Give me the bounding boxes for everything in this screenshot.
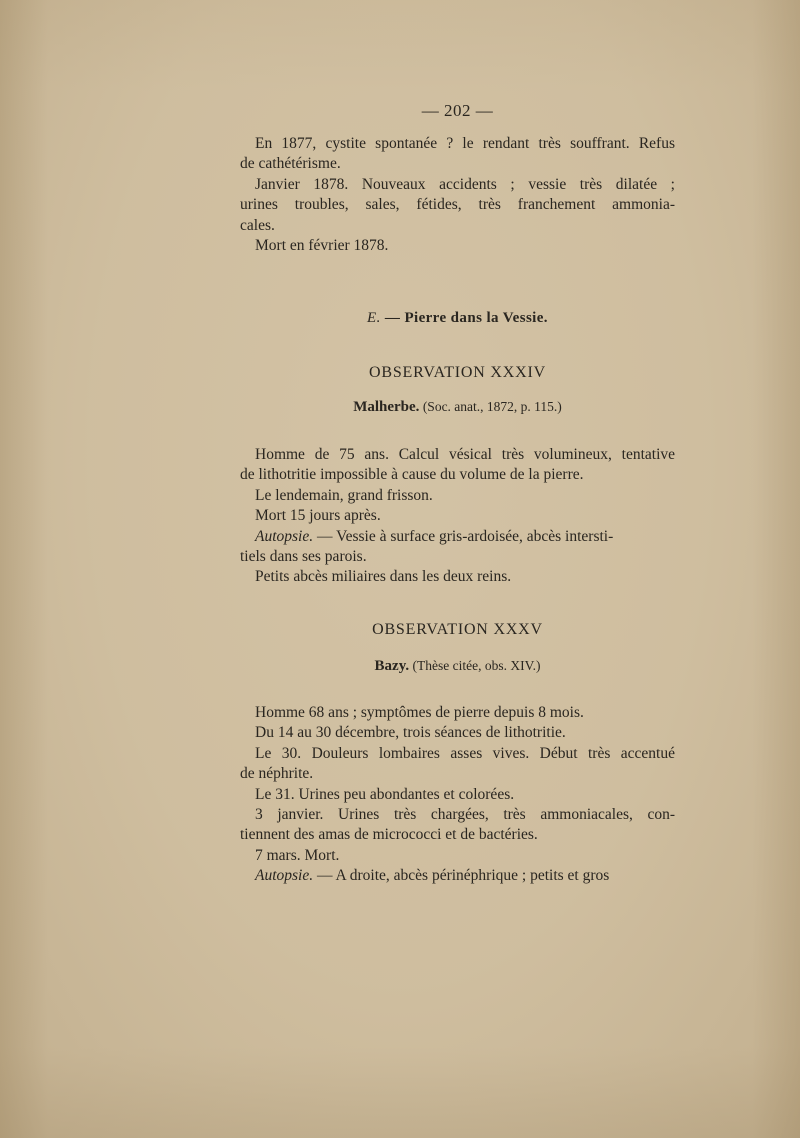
text-line: Le 31. Urines peu abondantes et colorées. [255,785,515,803]
intro-text [240,134,675,256]
author: Bazy. [374,658,410,674]
text-line: Homme 68 ans ; symptômes de pierre depuis 8 mois. [255,704,584,721]
text-line: En 1877, cystite spontanée ? le rendant très souffrant. Refus [255,135,675,152]
observation-body [240,445,675,588]
text-line: Le 30. Douleurs lombaires asses vives. Début très accentué [255,744,675,762]
observation-reference [240,658,675,675]
observation-title: OBSERVATION XXXV [372,621,543,638]
text-line: Le lendemain, grand frisson. [255,486,433,504]
observation-title: OBSERVATION XXXIV [369,364,546,381]
text-line: Homme de 75 ans. Calcul vésical très volumineux, tentative [255,446,675,463]
section-heading [240,310,675,327]
text-line: cales. [240,216,275,234]
text-line: Mort en février 1878. [255,236,389,254]
text-line: 7 mars. Mort. [255,846,340,864]
dash: — [313,527,337,545]
page-number: — 202 — [421,101,494,120]
autopsie-label: Autopsie. [255,527,314,545]
section-title: — Pierre dans la Vessie. [384,310,548,326]
text-line: Janvier 1878. Nouveaux accidents ; vessie très dilatée ; [255,175,675,193]
observation-reference [240,399,675,416]
reference: (Soc. anat., 1872, p. 115.) [422,399,562,414]
text-line: tiels dans ses parois. [240,547,367,565]
text-line: Du 14 au 30 décembre, trois séances de lithotritie. [255,724,566,742]
autopsie-text: Vessie à surface gris-ardoisée, abcès intersti- [336,527,614,545]
observation-body [240,703,675,887]
text-line: de lithotritie impossible à cause du volume de la pierre. [240,466,584,484]
autopsie-text: A droite, abcès périnéphrique ; petits et gros [335,867,610,885]
text-line [240,527,675,547]
text-line: de néphrite. [240,765,314,783]
reference: (Thèse citée, obs. XIV.) [412,658,541,673]
text-line: Petits abcès miliaires dans les deux reins. [255,568,512,586]
text-line: Mort 15 jours après. [255,507,381,525]
text-line: urines troubles, sales, fétides, très franchement ammonia- [240,196,675,214]
autopsie-label: Autopsie. [255,867,314,885]
text-line: 3 janvier. Urines très chargées, très ammoniacales, con- [255,805,675,823]
section-letter: E. [367,310,381,326]
text-line: tiennent des amas de micrococci et de bactéries. [240,826,538,844]
dash: — [313,867,336,885]
text-line: de cathétérisme. [240,155,341,173]
author: Malherbe. [353,399,420,415]
text-line [240,866,675,886]
